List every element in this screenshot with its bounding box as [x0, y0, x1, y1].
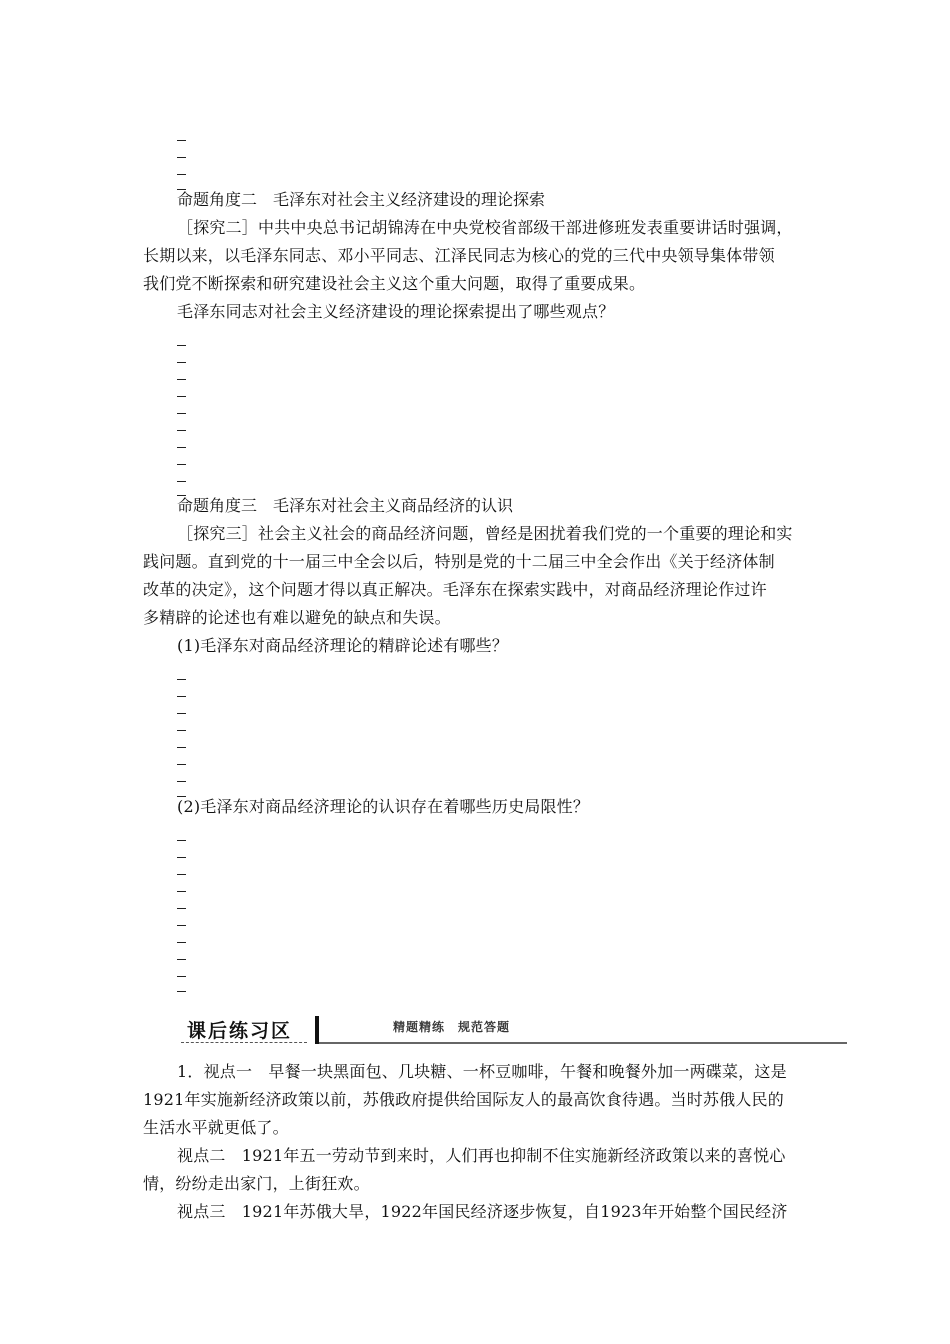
- angle3-question-2: (2)毛泽东对商品经济理论的认识存在着哪些历史局限性？: [177, 797, 590, 816]
- answer-blank-line[interactable]: [177, 396, 186, 397]
- angle2-text-line: 我们党不断探索和研究建设社会主义这个重大问题，取得了重要成果。: [143, 274, 646, 293]
- answer-blank-line[interactable]: [177, 345, 186, 346]
- exercise-line: 生活水平就更低了。: [143, 1118, 289, 1137]
- section-banner: [177, 1012, 847, 1048]
- angle2-question: 毛泽东同志对社会主义经济建设的理论探索提出了哪些观点？: [177, 302, 615, 321]
- answer-blank-line[interactable]: [177, 679, 186, 680]
- angle2-heading: 命题角度二 毛泽东对社会主义经济建设的理论探索: [177, 190, 546, 209]
- section-separator: [315, 1016, 319, 1044]
- answer-blank-line[interactable]: [177, 857, 186, 858]
- angle2-text-line: ［探究二］中共中央总书记胡锦涛在中央党校省部级干部进修班发表重要讲话时强调，: [177, 218, 793, 237]
- section-rule: [319, 1042, 847, 1044]
- section-title-underline: [181, 1042, 307, 1043]
- answer-blank-line[interactable]: [177, 747, 186, 748]
- answer-blank-line[interactable]: [177, 379, 186, 380]
- exercise-line: 1921年实施新经济政策以前，苏俄政府提供给国际友人的最高饮食待遇。当时苏俄人民的: [143, 1090, 784, 1109]
- angle3-text-line: 改革的决定》，这个问题才得以真正解决。毛泽东在探索实践中，对商品经济理论作过许: [143, 580, 767, 599]
- answer-blank-line[interactable]: [177, 908, 186, 909]
- answer-blank-line[interactable]: [177, 157, 186, 158]
- answer-blank-line[interactable]: [177, 840, 186, 841]
- exercise-line: 1．视点一 早餐一块黑面包、几块糖、一杯豆咖啡，午餐和晚餐外加一两碟菜，这是: [177, 1062, 787, 1081]
- answer-blank-line[interactable]: [177, 447, 186, 448]
- answer-blank-line[interactable]: [177, 174, 186, 175]
- answer-blank-line[interactable]: [177, 959, 186, 960]
- answer-blank-line[interactable]: [177, 991, 186, 992]
- answer-blank-line[interactable]: [177, 140, 186, 141]
- answer-blank-line[interactable]: [177, 696, 186, 697]
- section-subtitle: 精题精练 规范答题: [393, 1020, 511, 1034]
- answer-blank-line[interactable]: [177, 481, 186, 482]
- exercise-line: 视点三 1921年苏俄大旱，1922年国民经济逐步恢复，自1923年开始整个国民经济: [177, 1202, 788, 1221]
- answer-blank-line[interactable]: [177, 891, 186, 892]
- answer-blank-line[interactable]: [177, 764, 186, 765]
- angle2-text-line: 长期以来，以毛泽东同志、邓小平同志、江泽民同志为核心的党的三代中央领导集体带领: [143, 246, 775, 265]
- angle3-question-1: (1)毛泽东对商品经济理论的精辟论述有哪些？: [177, 636, 509, 655]
- angle3-text-line: 多精辟的论述也有难以避免的缺点和失误。: [143, 608, 451, 627]
- answer-blank-line[interactable]: [177, 942, 186, 943]
- answer-blank-line[interactable]: [177, 874, 186, 875]
- answer-blank-line[interactable]: [177, 730, 186, 731]
- answer-blank-line[interactable]: [177, 362, 186, 363]
- section-title: 课后练习区: [187, 1020, 293, 1042]
- angle3-heading: 命题角度三 毛泽东对社会主义商品经济的认识: [177, 496, 514, 515]
- answer-blank-line[interactable]: [177, 713, 186, 714]
- answer-blank-line[interactable]: [177, 925, 186, 926]
- angle3-text-line: 践问题。直到党的十一届三中全会以后，特别是党的十二届三中全会作出《关于经济体制: [143, 552, 775, 571]
- answer-blank-line[interactable]: [177, 430, 186, 431]
- answer-blank-line[interactable]: [177, 781, 186, 782]
- angle3-text-line: ［探究三］社会主义社会的商品经济问题，曾经是困扰着我们党的一个重要的理论和实: [177, 524, 793, 543]
- answer-blank-line[interactable]: [177, 464, 186, 465]
- answer-blank-line[interactable]: [177, 976, 186, 977]
- exercise-line: 情，纷纷走出家门，上街狂欢。: [143, 1174, 370, 1193]
- answer-blank-line[interactable]: [177, 413, 186, 414]
- exercise-line: 视点二 1921年五一劳动节到来时，人们再也抑制不住实施新经济政策以来的喜悦心: [177, 1146, 786, 1165]
